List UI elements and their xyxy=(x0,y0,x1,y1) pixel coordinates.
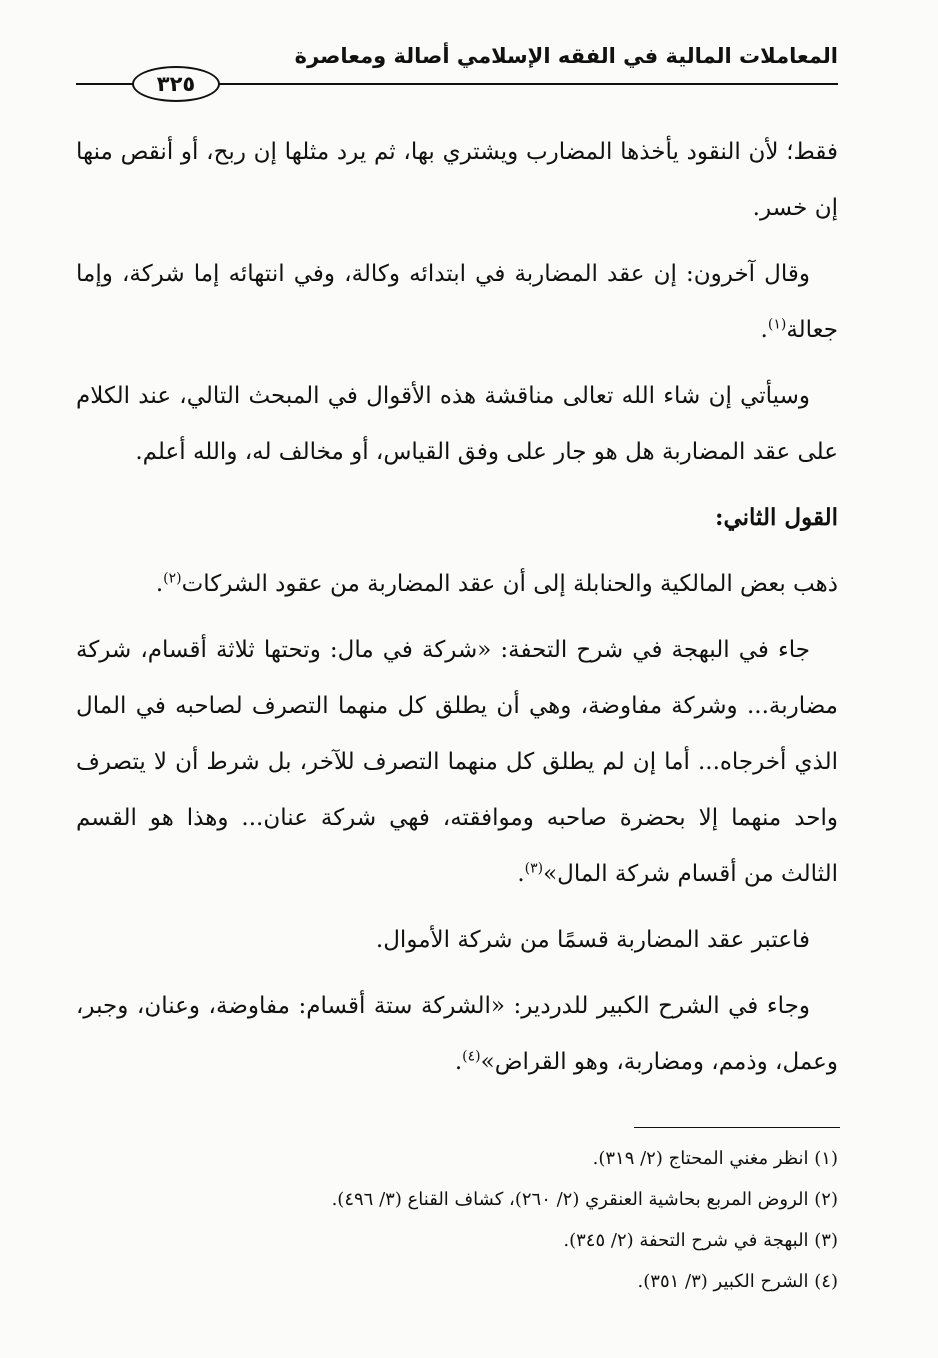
footnotes xyxy=(76,1138,838,1302)
footnote: (٣) البهجة في شرح التحفة (٢/ ٣٤٥). xyxy=(563,1230,838,1251)
paragraph: ذهب بعض المالكية والحنابلة إلى أن عقد المضاربة من عقود الشركات$^{(٢)}$. xyxy=(155,570,838,597)
footnote: (١) انظر مغني المحتاج (٢/ ٣١٩). xyxy=(592,1148,838,1169)
footnote-ref: (١) xyxy=(767,316,787,333)
footnote-ref: (٢) xyxy=(163,570,182,587)
quote-paragraph: وجاء في الشرح الكبير للدردير: «الشركة ستة أقسام: مفاوضة، وعنان، وجبر، وعمل، وذمم، ومضاربة، وهو القراض»$^{(٤)}$. xyxy=(76,993,838,1075)
page-number: ٣٢٥ xyxy=(132,66,220,102)
paragraph: وقال آخرون: إن عقد المضاربة في ابتدائه وكالة، وفي انتهائه إما شركة، وإما جعالة$^{(١)}$. xyxy=(76,261,838,343)
footnote-ref: (٤) xyxy=(462,1048,481,1065)
footnote: (٢) الروض المربع بحاشية العنقري (٢/ ٢٦٠)، كشاف القناع (٣/ ٤٩٦). xyxy=(331,1189,838,1210)
footnote-separator xyxy=(634,1127,840,1128)
footnote: (٤) الشرح الكبير (٣/ ٣٥١). xyxy=(637,1271,838,1292)
running-header-title: المعاملات المالية في الفقه الإسلامي أصالة ومعاصرة xyxy=(294,44,838,68)
section-heading: القول الثاني: xyxy=(714,504,838,531)
paragraph: فقط؛ لأن النقود يأخذها المضارب ويشتري بها، ثم يرد مثلها إن ربح، أو أنقص منها إن خسر. xyxy=(76,139,838,221)
footnote-ref: (٣) xyxy=(524,860,544,877)
quote-paragraph: جاء في البهجة في شرح التحفة: «شركة في مال: وتحتها ثلاثة أقسام، شركة مضاربة... وشركة مفاوضة، وهي أن يطلق كل منهما التصرف لصاحبه في المال الذي أخرجاه... أما إن لم يطلق كل منهما التصرف للآخر، بل شرط أن لا يتصرف واحد منهما إلا بحضرة صاحبه وموافقته، فهي شركة عنان... وهذا هو القسم الثالث من أقسام شركة المال»$^{(٣)}$. xyxy=(76,637,838,887)
paragraph: فاعتبر عقد المضاربة قسمًا من شركة الأموال. xyxy=(375,927,810,953)
paragraph: وسيأتي إن شاء الله تعالى مناقشة هذه الأقوال في المبحث التالي، عند الكلام على عقد المضاربة هل هو جار على وفق القياس، أو مخالف له، والله أعلم. xyxy=(76,383,838,465)
body-text xyxy=(76,124,838,1100)
